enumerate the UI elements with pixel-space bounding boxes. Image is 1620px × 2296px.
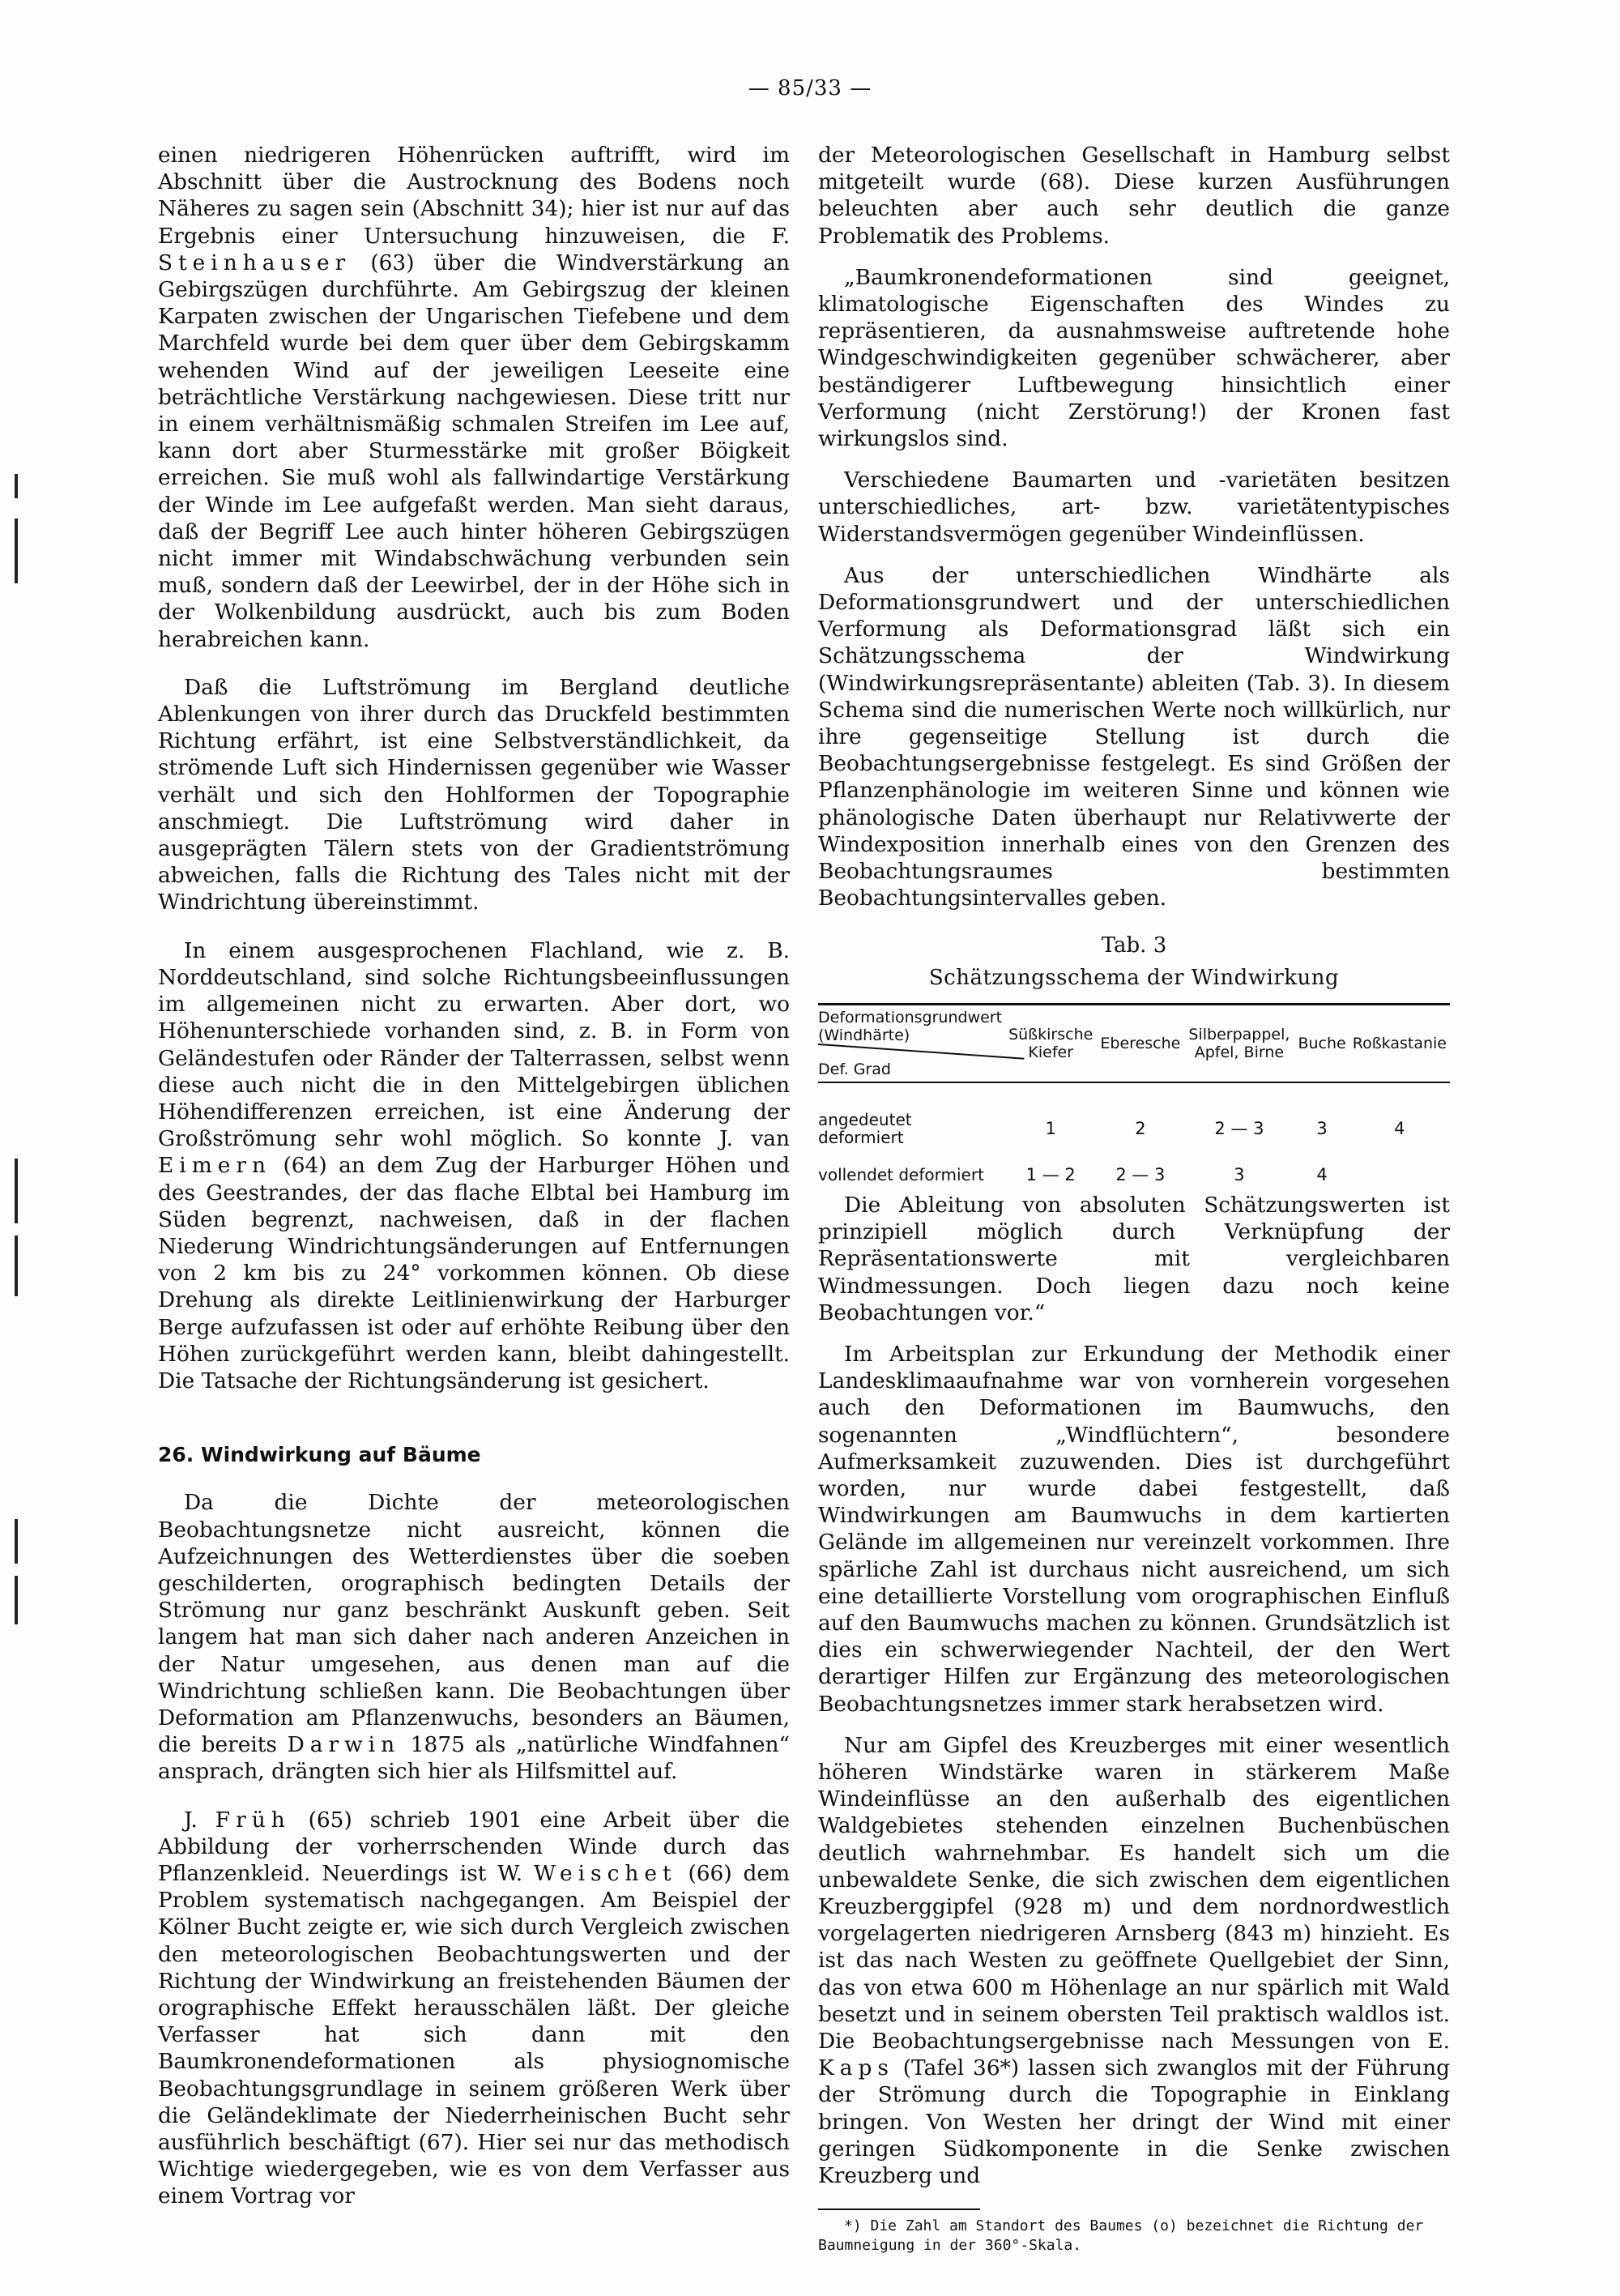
paragraph: Im Arbeitsplan zur Erkundung der Methodik einer Landesklimaaufnahme war von vornherein vorgesehen auch den Deformationen im Baumwuchs, den sogenannten „Windflüchtern“, besondere Aufmerksamkeit zuzuwenden. Dies ist durchgeführt worden, nur wurde dabei festgestellt, daß Windwirkungen am Baumwuchs in dem kartierten Gelände im allgemeinen nur vereinzelt vorkommen. Ihre spärliche Zahl ist durchaus nicht ausreichend, um sich eine detaillierte Vorstellung vom orographischen Einfluß auf den Baumwuchs machen zu können. Grundsätzlich ist dies ein schwerwiegender Nachteil, der den Wert derartiger Hilfen zur Ergänzung des meteorologischen Beobachtungsnetzes immer stark herabsetzen wird. bbox=[818, 1341, 1450, 1717]
wind-table bbox=[818, 1003, 1450, 1192]
margin-mark bbox=[15, 1159, 18, 1223]
table-row bbox=[818, 1154, 1450, 1192]
author-name: Darwin bbox=[287, 1732, 401, 1758]
table-corner-header: Deformationsgrundwert (Windhärte) Def. Grad bbox=[818, 1004, 1004, 1082]
table-cell: 3 bbox=[1316, 1118, 1328, 1138]
table-cell: 4 bbox=[1394, 1118, 1405, 1138]
right-column bbox=[818, 142, 1450, 2277]
paragraph: einen niedrigeren Höhenrücken auftrifft, wird im Abschnitt über die Austrocknung des Bodens noch Näheres zu sagen sein (Abschnitt 34); hier ist nur auf das Ergebnis einer Untersuchung hinzuweisen, die F. Steinhauser (63) über die Windverstärkung an Gebirgszügen durchführte. Am Gebirgszug der kleinen Karpaten zwischen der Ungarischen Tiefebene und dem Marchfeld wurde bei dem quer über dem Gebirgskamm wehenden Wind auf der jeweiligen Leeseite eine beträchtliche Verstärkung nachgewiesen. Diese tritt nur in einem verhältnismäßig schmalen Streifen im Lee auf, kann dort aber Sturmesstärke mit großer Böigkeit erreichen. Sie muß wohl als fallwindartige Verstärkung der Winde im Lee aufgefaßt werden. Man sieht daraus, daß der Begriff Lee auch hinter höheren Gebirgszügen nicht immer mit Windabschwächung verbunden sein muß, sondern daß der Leewirbel, der in der Höhe sich in der Wolkenbildung ausdrückt, auch bis zum Boden herabreichen kann. bbox=[158, 143, 791, 652]
column-header: Eberesche bbox=[1100, 1034, 1181, 1052]
quote-paragraph: Die Ableitung von absoluten Schätzungswerten ist prinzipiell möglich durch Verknüpfung der Repräsentationswerte mit vergleichbaren Windmessungen. Doch liegen dazu noch keine Beobachtungen vor.“ bbox=[818, 1192, 1450, 1325]
table-cell: 2 bbox=[1135, 1118, 1146, 1138]
table-row bbox=[818, 1082, 1450, 1154]
footnote: *) Die Zahl am Standort des Baumes (o) bezeichnet die Richtung der Baumneigung in der 360°-Skala. bbox=[818, 2217, 1424, 2255]
table-cell: 1 bbox=[1045, 1118, 1056, 1138]
paragraph: J. Früh (65) schrieb 1901 eine Arbeit über die Abbildung der vorherrschenden Winde durch das Pflanzenkleid. Neuerdings ist W. Weischet (66) dem Problem systematisch nachgegangen. Am Beispiel der Kölner Bucht zeigte er, wie sich durch Vergleich zwischen den meteorologischen Beobachtungswerten und der Richtung der Windwirkung an freistehenden Bäumen der orographische Effekt herausschälen läßt. Der gleiche Verfasser hat sich dann mit den Baumkronendeformationen als physiognomische Beobachtungsgrundlage in seinem größeren Werk über die Geländeklimate der Niederrheinischen Bucht sehr ausführlich beschäftigt (67). Hier sei nur das methodisch Wichtige wiedergegeben, wie es von dem Verfasser aus einem Vortrag vor bbox=[158, 1807, 790, 2209]
table-caption: Schätzungsschema der Windwirkung bbox=[928, 965, 1340, 990]
left-column bbox=[158, 142, 790, 2231]
table-number: Tab. 3 bbox=[1101, 933, 1167, 958]
author-name: Weischet bbox=[534, 1860, 677, 1886]
author-name: Früh bbox=[215, 1807, 291, 1833]
paragraph: der Meteorologischen Gesellschaft in Hamburg selbst mitgeteilt wurde (68). Diese kurzen Ausführungen beleuchten aber auch sehr deutlich die ganze Problematik des Problems. bbox=[818, 143, 1450, 249]
table-cell: 4 bbox=[1316, 1164, 1328, 1184]
quote-paragraph: Aus der unterschiedlichen Windhärte als Deformationsgrundwert und der unterschiedlichen Verformung als Deformationsgrad läßt sich ein Schätzungsschema der Windwirkung (Windwirkungsrepräsentante) ableiten (Tab. 3). In diesem Schema sind die numerischen Werte noch willkürlich, nur ihre gegenseitige Stellung ist durch die Beobachtungsergebnisse festgelegt. Es sind Größen der Pflanzenphänologie im weiteren Sinne und können wie phänologische Daten überhaupt nur Relativwerte der Windexposition innerhalb eines von den Grenzen des Beobachtungsraumes bestimmten Beobachtungsintervalles geben. bbox=[818, 562, 1450, 911]
table-cell: 1 — 2 bbox=[1025, 1164, 1076, 1184]
margin-mark bbox=[15, 1576, 18, 1624]
quote-paragraph: „Baumkronendeformationen sind geeignet, klimatologische Eigenschaften des Windes zu repräsentieren, da ausnahmsweise auftretende hohe Windgeschwindigkeiten gegenüber schwächerer, aber beständigerer Luftbewegung hinsichtlich einer Verformung (nicht Zerstörung!) der Kronen fast wirkungslos sind. bbox=[818, 264, 1450, 452]
paragraph: Nur am Gipfel des Kreuzberges mit einer wesentlich höheren Windstärke waren in stärkerem Maße Windeinflüsse an den außerhalb des eigentlichen Waldgebietes stehenden einzelnen Buchenbüschen deutlich wahrnehmbar. Es handelt sich um die unbewaldete Senke, die sich zwischen dem eigentlichen Kreuzberggipfel (928 m) und dem nordnordwestlich vorgelagerten niedrigeren Arnsberg (843 m) hinzieht. Es ist das nach Westen zu geöffnete Quellgebiet der Sinn, das von etwa 600 m Höhenlage an nur spärlich mit Wald besetzt und in seinem obersten Teil praktisch waldlos ist. Die Beobachtungsergebnisse nach Messungen von E. Kaps (Tafel 36*) lassen sich zwanglos mit der Führung der Strömung durch die Topographie in Einklang bringen. Von Westen her dringt der Wind mit einer geringen Südkomponente in die Senke zwischen Kreuzberg und bbox=[818, 1732, 1450, 2188]
row-label: angedeutet deformiert bbox=[818, 1109, 912, 1147]
table-cell bbox=[1349, 1154, 1450, 1192]
paragraph: Da die Dichte der meteorologischen Beobachtungsnetze nicht ausreicht, können die Aufzeichnungen des Wetterdienstes über die soeben geschilderten, orographisch bedingten Details der Strömung nur ganz beschränkt Auskunft geben. Seit langem hat man sich daher nach anderen Anzeichen in der Natur umgesehen, aus denen man auf die Windrichtung schließen kann. Die Beobachtungen über Deformation am Pflanzenwuchs, besonders an Bäumen, die bereits Darwin 1875 als „natürliche Windfahnen“ ansprach, drängten sich hier als Hilfsmittel auf. bbox=[158, 1490, 791, 1785]
row-label: vollendet deformiert bbox=[818, 1164, 984, 1184]
margin-mark bbox=[15, 519, 18, 583]
column-header: Süßkirsche Kiefer bbox=[1008, 1025, 1094, 1061]
table-cell: 3 bbox=[1234, 1164, 1245, 1184]
column-header: Silberpappel, Apfel, Birne bbox=[1188, 1025, 1290, 1061]
quote-paragraph: Verschiedene Baumarten und -varietäten besitzen unterschiedliches, art- bzw. varietätentypisches Widerstandsvermögen gegenüber Windeinflüssen. bbox=[818, 467, 1450, 547]
margin-mark bbox=[15, 1235, 18, 1296]
margin-mark bbox=[15, 474, 18, 498]
paragraph: Daß die Luftströmung im Bergland deutliche Ablenkungen von ihrer durch das Druckfeld bestimmten Richtung erfährt, ist eine Selbstverständlichkeit, da strömende Luft sich Hindernissen gegenüber wie Wasser verhält und sich den Hohlformen der Topographie anschmiegt. Die Luftströmung wird daher in ausgeprägten Tälern stets von der Gradientströmung abweichen, falls die Richtung des Tales nicht mit der Windrichtung übereinstimmt. bbox=[158, 674, 790, 915]
table-cell: 2 — 3 bbox=[1115, 1164, 1166, 1184]
author-name: Steinhauser bbox=[158, 250, 352, 275]
column-header: Roßkastanie bbox=[1352, 1034, 1447, 1052]
column-header: Buche bbox=[1298, 1034, 1346, 1052]
author-name: Eimern bbox=[158, 1153, 271, 1179]
table-header-row bbox=[818, 1004, 1450, 1082]
paragraph: In einem ausgesprochenen Flachland, wie z. B. Norddeutschland, sind solche Richtungsbeeinflussungen im allgemeinen nicht zu erwarten. Aber dort, wo Höhenunterschiede vorhanden sind, z. B. in Form von Geländestufen oder Ränder der Talterrassen, selbst wenn diese auch nicht die in den Mittelgebirgen üblichen Höhendifferenzen erreichen, ist eine Änderung der Großströmung sehr wohl möglich. So konnte J. van Eimern (64) an dem Zug der Harburger Höhen und des Geestrandes, der das flache Elbtal bei Hamburg im Süden begrenzt, nachweisen, daß in der flachen Niederung Windrichtungsänderungen auf Entfernungen von 2 km bis zu 24° vorkommen können. Ob diese Drehung als direkte Leitlinienwirkung der Harburger Berge aufzufassen ist oder auf erhöhte Reibung über den Höhen zurückgeführt werden kann, bleibt dahingestellt. Die Tatsache der Richtungsänderung ist gesichert. bbox=[158, 937, 790, 1393]
section-heading: 26. Windwirkung auf Bäume bbox=[158, 1443, 481, 1467]
table-cell: 2 — 3 bbox=[1214, 1118, 1264, 1138]
margin-mark bbox=[15, 1519, 18, 1564]
author-name: Kaps bbox=[818, 2055, 894, 2081]
footnote-rule bbox=[818, 2209, 980, 2210]
page-number: — 85/33 — bbox=[748, 76, 872, 100]
